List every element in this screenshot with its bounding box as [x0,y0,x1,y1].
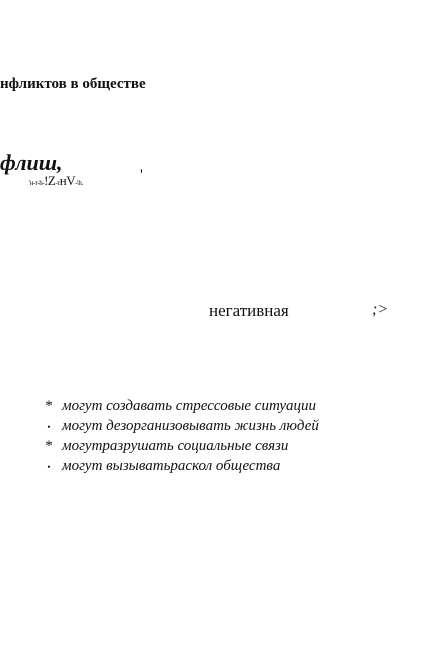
list-item-text: могутразрушать социальные связи [62,438,289,454]
tick-mark: ' [140,167,143,184]
list-item [36,418,319,438]
garbled-text-part: h. [78,179,83,187]
asterisk-bullet-icon: * [45,398,53,414]
list-item-text: могут создавать стрессовые ситуации [62,398,317,414]
arrow-glyph: ;> [372,301,389,318]
dot-bullet-icon: • [47,462,51,472]
garbled-text-part: !Z [44,173,56,188]
title-fragment: флиш, [0,150,63,175]
list-item [36,398,319,418]
garbled-text [29,173,83,189]
dot-bullet-icon: • [47,422,51,432]
list-item [36,438,319,458]
garbled-text-part: -\ [75,179,79,187]
asterisk-bullet-icon: * [45,438,53,454]
garbled-text-part: -т [55,179,60,187]
list-item-text: могут вызыватьраскол общества [62,458,281,474]
section-heading: нфликтов в обществе [0,76,146,92]
consequences-list [36,398,319,478]
list-item [36,458,319,478]
negative-label: негативная [209,301,289,320]
list-item-text: могут дезорганизовывать жизнь людей [62,418,319,434]
garbled-text-part: 'н-т-h- [29,179,45,187]
garbled-text-part: нV [59,173,76,188]
